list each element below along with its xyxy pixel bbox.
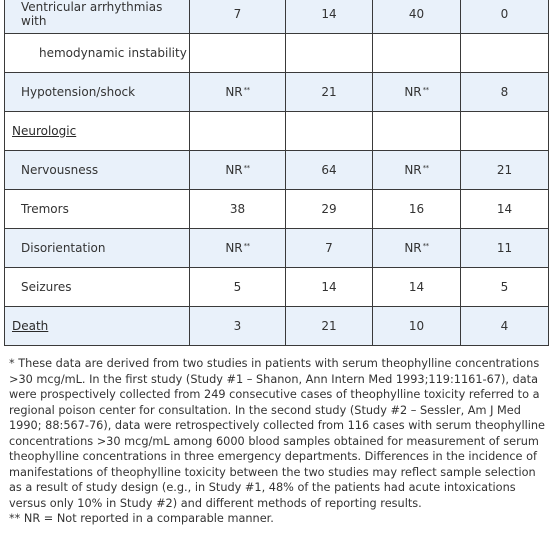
value-cell — [190, 73, 286, 112]
row-label: Nervousness — [21, 163, 99, 177]
nr-footnote-marker: ** — [422, 242, 429, 250]
value-cell — [461, 0, 549, 34]
value-cell — [373, 229, 461, 268]
table-row — [5, 268, 549, 307]
value-cell — [286, 73, 373, 112]
row-label-cell — [5, 0, 190, 34]
value-cell — [373, 0, 461, 34]
cell-value: NR — [225, 85, 243, 99]
table-row — [5, 190, 549, 229]
table-row — [5, 307, 549, 346]
row-label-cell — [5, 112, 190, 151]
cell-value: 11 — [496, 241, 513, 255]
cell-value: 40 — [408, 7, 425, 21]
row-label: Disorientation — [21, 241, 106, 255]
cell-value: 3 — [233, 319, 242, 333]
row-label: Hypotension/shock — [21, 85, 136, 99]
row-label-cell — [5, 190, 190, 229]
row-label-cell — [5, 229, 190, 268]
cell-value: NR — [404, 163, 422, 177]
value-cell — [286, 151, 373, 190]
cell-value: 21 — [496, 163, 513, 177]
table-row — [5, 34, 549, 73]
table-row — [5, 112, 549, 151]
nr-footnote-marker: ** — [422, 86, 429, 94]
value-cell — [373, 151, 461, 190]
row-label: Ventricular arrhythmias with — [21, 0, 163, 28]
value-cell — [190, 229, 286, 268]
cell-value: 10 — [408, 319, 425, 333]
value-cell — [190, 112, 286, 151]
cell-value: 14 — [408, 280, 425, 294]
value-cell — [461, 190, 549, 229]
value-cell — [286, 307, 373, 346]
value-cell — [373, 112, 461, 151]
value-cell — [373, 307, 461, 346]
cell-value: 7 — [325, 241, 333, 255]
value-cell — [286, 268, 373, 307]
value-cell — [190, 0, 286, 34]
cell-value: 4 — [500, 319, 509, 333]
footnote-nr-definition: ** NR = Not reported in a comparable manner. — [9, 512, 274, 525]
value-cell — [190, 151, 286, 190]
cell-value: 7 — [233, 7, 242, 21]
row-label: hemodynamic instability — [39, 46, 187, 60]
value-cell — [190, 307, 286, 346]
row-label-cell — [5, 151, 190, 190]
value-cell — [286, 229, 373, 268]
row-label-cell — [5, 34, 190, 73]
value-cell — [461, 34, 549, 73]
value-cell — [373, 268, 461, 307]
cell-value: 16 — [408, 202, 425, 216]
cell-value: 21 — [321, 85, 337, 99]
cell-value: 8 — [500, 85, 509, 99]
cell-value: NR — [225, 241, 243, 255]
nr-footnote-marker: ** — [243, 164, 250, 172]
cell-value: NR — [225, 163, 243, 177]
cell-value: 64 — [321, 163, 337, 177]
value-cell — [373, 34, 461, 73]
table-row — [5, 0, 549, 34]
cell-value: NR — [404, 241, 422, 255]
value-cell — [190, 34, 286, 73]
value-cell — [461, 229, 549, 268]
value-cell — [373, 73, 461, 112]
cell-value: 14 — [321, 7, 337, 21]
toxicity-table — [4, 0, 549, 346]
cell-value: NR — [404, 85, 422, 99]
value-cell — [190, 190, 286, 229]
value-cell — [461, 112, 549, 151]
value-cell — [286, 190, 373, 229]
nr-footnote-marker: ** — [422, 164, 429, 172]
value-cell — [461, 307, 549, 346]
footnotes — [9, 356, 549, 527]
cell-value: 14 — [321, 280, 337, 294]
cell-value: 29 — [321, 202, 337, 216]
cell-value: 14 — [496, 202, 513, 216]
row-label: Seizures — [21, 280, 72, 294]
value-cell — [190, 268, 286, 307]
cell-value: 5 — [233, 280, 242, 294]
cell-value: 0 — [500, 7, 509, 21]
row-label: Tremors — [21, 202, 69, 216]
value-cell — [286, 112, 373, 151]
table-row — [5, 151, 549, 190]
value-cell — [461, 73, 549, 112]
nr-footnote-marker: ** — [243, 242, 250, 250]
cell-value: 5 — [500, 280, 509, 294]
footnote-study-description: * These data are derived from two studies in patients with serum theophylline concentrations >30 mcg/mL. In the first study (Study #1 – Shanon, Ann Intern Med 1993;119:1161-67), data were prospectively collected from 249 consecutive cases of theophylline toxicity referred to a regional poison center for consultation. In the second study (Study #2 – Sessler, Am J Med 1990; 88:567-76), data were retrospectively collected from 116 cases with serum theophylline concentrations >30 mcg/mL among 6000 blood samples obtained for measurement of serum theophylline concentrations in three emergency departments. Differences in the incidence of manifestations of theophylline toxicity between the two studies may reflect sample selection as a result of study design (e.g., in Study #1, 48% of the patients had acute intoxications versus only 10% in Study #2) and different methods of reporting results. — [9, 357, 545, 510]
cell-value: 38 — [229, 202, 246, 216]
row-label-cell — [5, 73, 190, 112]
value-cell — [286, 34, 373, 73]
cell-value: 21 — [321, 319, 337, 333]
table-row — [5, 229, 549, 268]
table-row — [5, 73, 549, 112]
value-cell — [461, 151, 549, 190]
row-label-cell — [5, 307, 190, 346]
section-heading[interactable]: Death — [12, 319, 49, 333]
nr-footnote-marker: ** — [243, 86, 250, 94]
row-label-cell — [5, 268, 190, 307]
value-cell — [461, 268, 549, 307]
value-cell — [286, 0, 373, 34]
value-cell — [373, 190, 461, 229]
section-heading[interactable]: Neurologic — [12, 124, 77, 138]
